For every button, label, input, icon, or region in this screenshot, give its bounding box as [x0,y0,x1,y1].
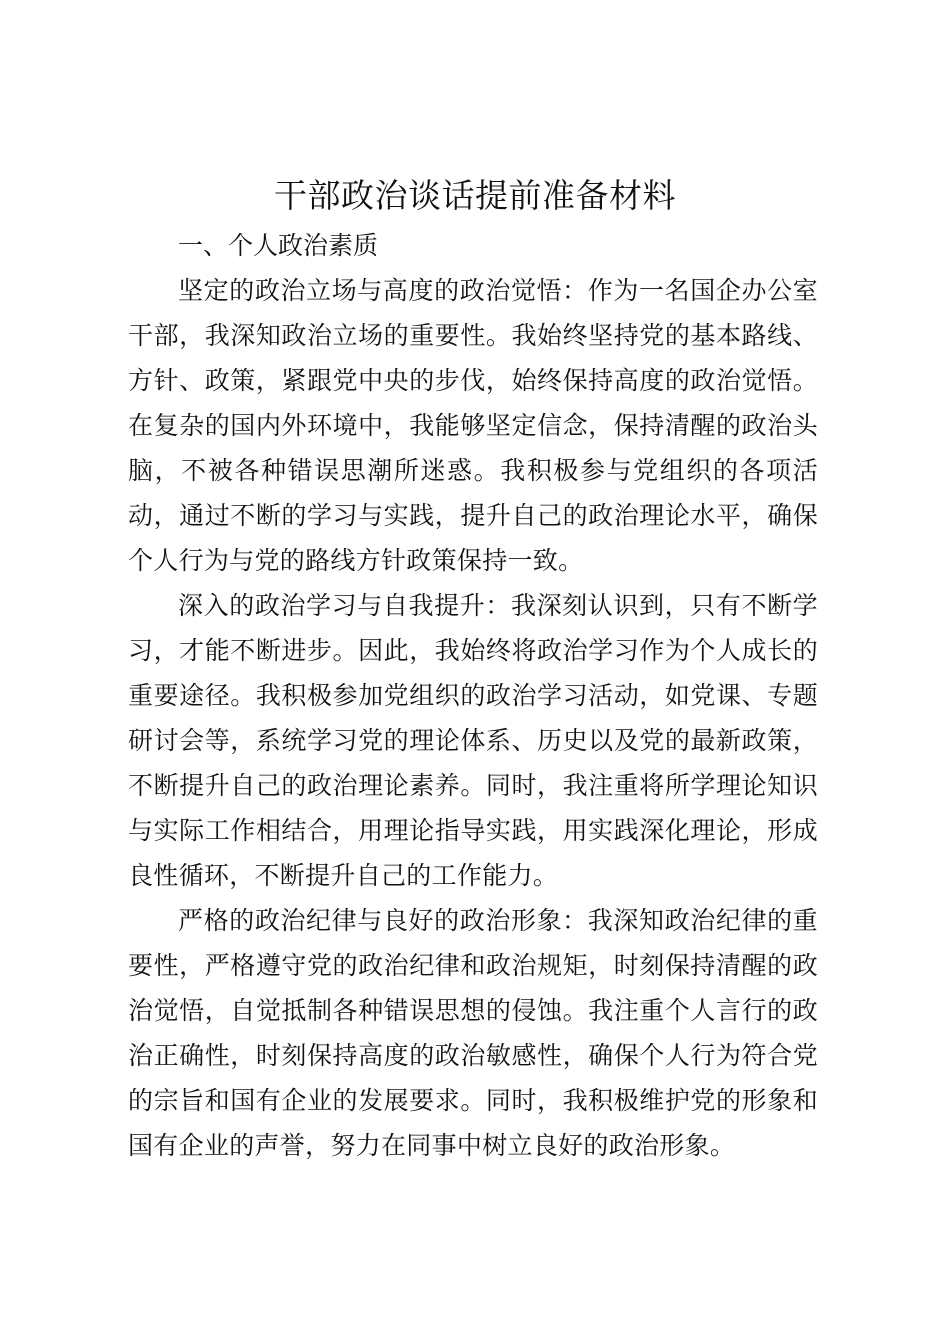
document-body [128,224,818,1168]
section-heading: 一、个人政治素质 [178,231,379,260]
paragraph-political-stance: 坚定的政治立场与高度的政治觉悟：作为一名国企办公室干部，我深知政治立场的重要性。我始终坚持党的基本路线、方针、政策，紧跟党中央的步伐，始终保持高度的政治觉悟。在复杂的国内外环境中，我能够坚定信念，保持清醒的政治头脑，不被各种错误思潮所迷惑。我积极参与党组织的各项活动，通过不断的学习与实践，提升自己的政治理论水平，确保个人行为与党的路线方针政策保持一致。 [128,276,818,575]
paragraph-political-discipline: 严格的政治纪律与良好的政治形象：我深知政治纪律的重要性，严格遵守党的政治纪律和政治规矩，时刻保持清醒的政治觉悟，自觉抵制各种错误思想的侵蚀。我注重个人言行的政治正确性，时刻保持高度的政治敏感性，确保个人行为符合党的宗旨和国有企业的发展要求。同时，我积极维护党的形象和国有企业的声誉，努力在同事中树立良好的政治形象。 [128,906,818,1160]
paragraph-political-study: 深入的政治学习与自我提升：我深刻认识到，只有不断学习，才能不断进步。因此，我始终将政治学习作为个人成长的重要途径。我积极参加党组织的政治学习活动，如党课、专题研讨会等，系统学习党的理论体系、历史以及党的最新政策，不断提升自己的政治理论素养。同时，我注重将所学理论知识与实际工作相结合，用理论指导实践，用实践深化理论，形成良性循环，不断提升自己的工作能力。 [128,591,818,890]
document-title: 干部政治谈话提前准备材料 [274,176,676,215]
